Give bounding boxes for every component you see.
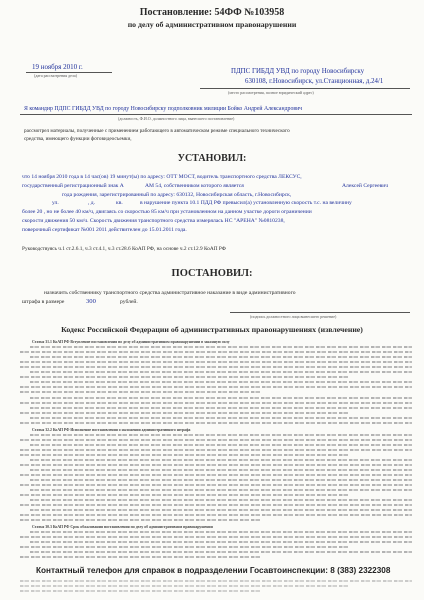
fine-text-line — [20, 590, 260, 592]
authority-address: 630108, г.Новосибирск, ул.Станционная, д.24/1 — [245, 78, 384, 85]
plate-label: государственный регистрационный знак А — [22, 183, 124, 189]
document-title: Постановление: 54ФФ №103958 — [139, 7, 285, 18]
owner-label: АМ 54, собственником которого является — [145, 183, 244, 189]
fine-text-line — [20, 474, 412, 476]
decided-heading: ПОСТАНОВИЛ: — [171, 268, 253, 279]
fine-text-line — [30, 469, 412, 471]
established-line-7: поверочный сертификат №001 2011 действителен до 15.01.2011 года. — [22, 227, 187, 233]
fine-text-line — [20, 439, 412, 441]
fine-text-line — [20, 391, 260, 393]
fine-text-line — [20, 412, 350, 414]
decision-date: 19 ноября 2010 г. — [32, 63, 83, 71]
house-label: , д. — [88, 200, 96, 206]
fine-text-line — [30, 346, 412, 348]
fine-text-line — [20, 494, 350, 496]
fine-text-line — [20, 376, 350, 378]
fine-text-line — [30, 407, 412, 409]
fine-text-line — [20, 449, 412, 451]
authority-underline — [200, 88, 410, 89]
street-label: ул. — [52, 200, 59, 206]
fine-text-line — [20, 351, 412, 353]
fine-text-line — [30, 444, 412, 446]
decided-line-1: назначить собственнику транспортного средства административное наказание в виде административного — [44, 290, 296, 296]
established-line-6: скорости движения 50 км/ч. Скорость движения транспортного средства измерялась НС "АРЕНА" №0810238, — [22, 218, 285, 224]
signature-line — [230, 312, 410, 313]
fine-text-line — [20, 422, 412, 424]
fine-text-line — [30, 551, 412, 553]
fine-text-line — [30, 371, 412, 373]
violation-text: в нарушение пункта 10.1 ПДД РФ превысил(а) установленную скорость т.с. на величину — [140, 200, 352, 206]
established-line-5: более 20 , но не более 40 км/ч, двигаясь со скоростью 85 км/ч при установленном на данном участке дороги ограничении — [22, 209, 312, 215]
official-line: Я командир ПДПС ГИБДД УВД по городу Новосибирску подполковник милиции Бойко Андрей Александрович — [24, 106, 303, 112]
authority-caption: (место рассмотрения, полное юридический адрес) — [228, 90, 314, 95]
fine-text-line — [30, 489, 412, 491]
established-line-3: года рождения, зарегистрированный по адресу: 630132, Новосибирская область, г.Новосибирск, — [62, 192, 292, 198]
apartment-label: кв. — [116, 200, 123, 206]
fine-label: штрафа в размере — [22, 299, 65, 305]
fine-text-line — [30, 356, 412, 358]
fine-text-line — [30, 509, 412, 511]
fine-text-line — [20, 536, 412, 538]
fine-text-line — [30, 397, 412, 399]
fine-text-line — [30, 417, 412, 419]
guided-line: Руководствуясь ч.1 ст.2.6.1, ч.3 ст.4.1, ч.3 ст.28.6 КоАП РФ, на основе ч.2 ст.12.9 КоАП РФ — [22, 246, 226, 252]
article-30-3-heading: Статья 30.3 КоАП РФ Срок обжалования постановления по делу об административном правонарушении — [32, 525, 213, 529]
official-underline — [20, 114, 412, 115]
document-subtitle: по делу об административном правонарушении — [127, 20, 297, 29]
article-32-2-heading: Статья 32.2 КоАП РФ Исполнение постановления о наложении административного штрафа — [32, 428, 191, 432]
fine-text-line — [20, 546, 350, 548]
fine-text-line — [20, 454, 350, 456]
fine-text-line — [30, 434, 412, 436]
fine-text-line — [20, 514, 412, 516]
fine-text-line — [30, 459, 412, 461]
article-31-heading: Статья 31.1 КоАП РФ Вступление постановления по делу об административном правонарушении в законную силу — [32, 340, 230, 344]
koap-heading: Кодекс Российской Федерации об административных правонарушениях (извлечение) — [61, 325, 363, 334]
fine-text-line — [20, 361, 412, 363]
signature-caption: (подпись должностного лица вынесшего решение) — [250, 314, 337, 319]
fine-text-line — [20, 484, 412, 486]
owner-name: Алексей Сергеевич — [342, 183, 389, 189]
fine-text-line — [30, 541, 412, 543]
fine-text-line — [30, 531, 412, 533]
contact-phone-line: Контактный телефон для справок в подразделении Госавтоинспекции: 8 (383) 2322308 — [36, 566, 391, 575]
date-caption: (дата рассмотрения дела) — [34, 73, 78, 78]
authority-name: ПДПС ГИБДД УВД по городу Новосибирску — [231, 68, 365, 75]
established-line-1: что 14 ноября 2010 года в 14 час(ов) 19 минут(ы) по адресу: ОТТ МОСТ, водитель транспортного средства ЛЕКСУС, — [22, 174, 302, 180]
fine-text-line — [20, 519, 260, 521]
reviewed-line-2: средства, имеющего функции фотовидеосъемки, — [24, 136, 132, 142]
official-caption: (должность, Ф.И.О. должностного лица, вынесшего постановление) — [118, 116, 235, 121]
fine-unit: рублей. — [120, 299, 138, 305]
fine-text-line — [20, 464, 412, 466]
fine-text-line — [30, 381, 412, 383]
fine-text-line — [30, 499, 412, 501]
fine-text-line — [20, 585, 350, 587]
fine-text-line — [20, 556, 260, 558]
fine-text-line — [30, 479, 412, 481]
established-heading: УСТАНОВИЛ: — [177, 153, 247, 164]
fine-amount: 300 — [86, 298, 96, 305]
fine-text-line — [20, 504, 412, 506]
fine-text-line — [20, 386, 412, 388]
fine-text-line — [20, 366, 412, 368]
fine-text-line — [20, 580, 412, 582]
reviewed-line-1: рассмотрел материалы, полученные с применением работающего в автоматическом режиме специального технического — [24, 128, 290, 134]
fine-text-line — [20, 402, 412, 404]
